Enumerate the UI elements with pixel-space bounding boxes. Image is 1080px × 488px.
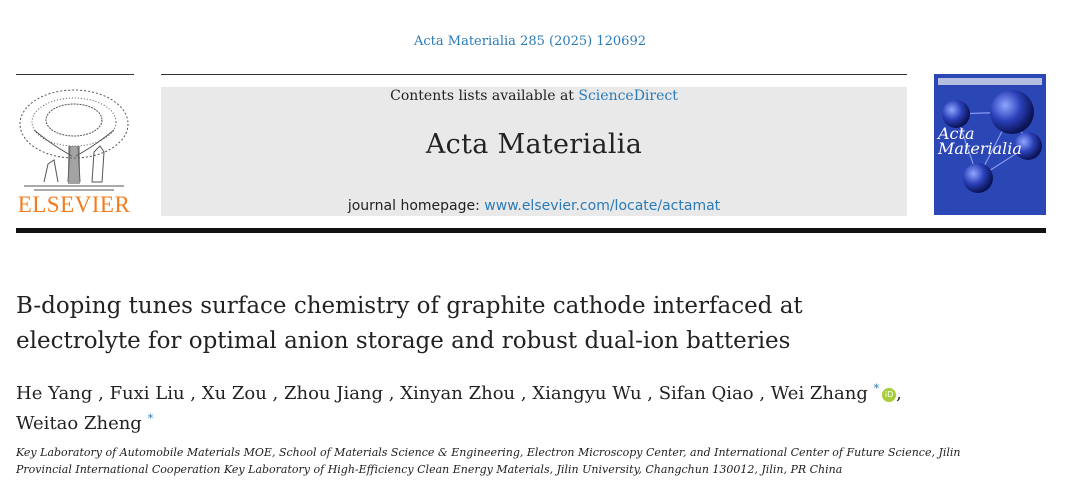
- publisher-wordmark: ELSEVIER: [17, 192, 131, 217]
- affiliation-line2: Provincial International Cooperation Key Laboratory of High-Efficiency Clean Energy Materials, Jilin University, Changchun 130012, Jilin, PR China: [16, 463, 843, 476]
- corresponding-author-mark-2[interactable]: *: [147, 412, 154, 425]
- elsevier-tree-icon: [14, 86, 134, 194]
- journal-banner: [161, 87, 907, 216]
- header-bottom-rule: [16, 228, 1046, 233]
- citation-link[interactable]: Acta Materialia 285 (2025) 120692: [413, 34, 646, 49]
- header-divider: [161, 74, 907, 75]
- authors-names-line1[interactable]: He Yang , Fuxi Liu , Xu Zou , Zhou Jiang , Xinyan Zhou , Xiangyu Wu , Sifan Qiao , Wei Zhang: [16, 383, 868, 404]
- publisher-logo[interactable]: [14, 84, 134, 218]
- author-affiliation: [16, 444, 1056, 478]
- article-title-line1: B-doping tunes surface chemistry of graphite cathode interfaced at: [16, 293, 803, 319]
- orcid-icon[interactable]: iD: [882, 388, 896, 402]
- authors-separator: ,: [896, 383, 902, 404]
- sciencedirect-link[interactable]: ScienceDirect: [578, 88, 678, 104]
- affiliation-line1: Key Laboratory of Automobile Materials MOE, School of Materials Science & Engineering, Electron Microscopy Center, and International Center of Future Science, Jilin: [16, 446, 961, 459]
- cover-title-line1: Acta: [938, 124, 975, 143]
- contents-availability: [161, 88, 907, 104]
- contents-prefix: Contents lists available at: [390, 88, 579, 104]
- article-title-line2: electrolyte for optimal anion storage and robust dual-ion batteries: [16, 328, 791, 354]
- journal-citation[interactable]: [0, 34, 1060, 49]
- cover-title: [938, 126, 1022, 156]
- cover-title-line2: Materialia: [938, 139, 1022, 158]
- author-list: [16, 376, 956, 436]
- authors-line2: [16, 406, 956, 436]
- homepage-link[interactable]: www.elsevier.com/locate/actamat: [484, 198, 721, 214]
- journal-cover-thumbnail[interactable]: [934, 74, 1046, 215]
- journal-name: Acta Materialia: [425, 129, 643, 160]
- journal-homepage: [161, 198, 907, 214]
- corresponding-author-mark[interactable]: *: [873, 382, 880, 395]
- article-title: [16, 289, 916, 359]
- header-divider-left: [16, 74, 134, 75]
- authors-names-line2[interactable]: Weitao Zheng: [16, 413, 142, 434]
- homepage-prefix: journal homepage:: [347, 198, 485, 214]
- authors-line1: [16, 376, 956, 406]
